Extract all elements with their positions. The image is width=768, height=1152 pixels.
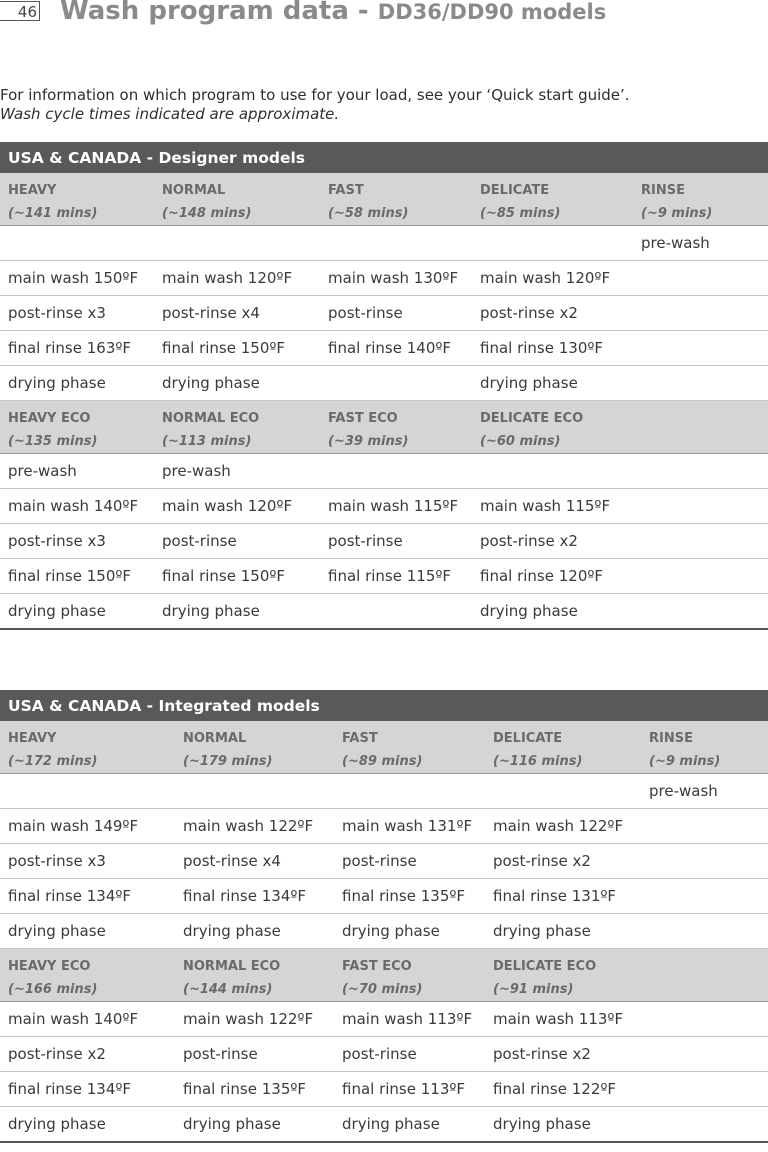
- table-cell: final rinse 135ºF: [183, 1080, 307, 1098]
- title-main: Wash program data -: [60, 0, 378, 26]
- program-duration: (~172 mins): [8, 754, 98, 769]
- program-duration: (~148 mins): [162, 206, 252, 221]
- table-cell: post-rinse: [162, 532, 237, 550]
- program-duration: (~179 mins): [183, 754, 273, 769]
- table-cell: drying phase: [342, 922, 440, 940]
- program-header: [8, 955, 97, 1001]
- program-name: DELICATE ECO: [493, 959, 597, 974]
- program-header-row: [0, 173, 768, 226]
- table-row: [0, 366, 768, 401]
- table-cell: final rinse 134ºF: [8, 887, 132, 905]
- program-header: [649, 727, 720, 773]
- program-header: [8, 407, 97, 453]
- program-header: [8, 179, 97, 225]
- table-cell: drying phase: [183, 922, 281, 940]
- table-row: [0, 261, 768, 296]
- table-cell: main wash 149ºF: [8, 817, 139, 835]
- table-cell: main wash 140ºF: [8, 497, 139, 515]
- program-header: [641, 179, 712, 225]
- program-header: [162, 179, 251, 225]
- table-cell: final rinse 134ºF: [8, 1080, 132, 1098]
- table-row: [0, 879, 768, 914]
- table-cell: final rinse 130ºF: [480, 339, 604, 357]
- table-cell: post-rinse x4: [183, 852, 281, 870]
- program-name: DELICATE ECO: [480, 411, 584, 426]
- program-header: [328, 407, 408, 453]
- program-duration: (~135 mins): [8, 434, 98, 449]
- designer-models-table: [0, 142, 768, 630]
- table-cell: main wash 120ºF: [162, 269, 293, 287]
- program-duration: (~113 mins): [162, 434, 252, 449]
- program-duration: (~9 mins): [649, 754, 721, 769]
- program-duration: (~9 mins): [641, 206, 713, 221]
- program-name: RINSE: [641, 183, 685, 198]
- program-duration: (~141 mins): [8, 206, 98, 221]
- table-cell: main wash 113ºF: [493, 1010, 624, 1028]
- program-name: HEAVY: [8, 183, 57, 198]
- table-cell: main wash 122ºF: [183, 817, 314, 835]
- table-cell: drying phase: [162, 602, 260, 620]
- table-cell: post-rinse x2: [493, 1045, 591, 1063]
- table-cell: main wash 115ºF: [480, 497, 611, 515]
- table-cell: final rinse 115ºF: [328, 567, 452, 585]
- program-name: FAST ECO: [342, 959, 412, 974]
- integrated-models-table: [0, 690, 768, 1143]
- program-name: FAST ECO: [328, 411, 398, 426]
- table-cell: post-rinse x2: [493, 852, 591, 870]
- table-cell: drying phase: [8, 1115, 106, 1133]
- table-cell: main wash 115ºF: [328, 497, 459, 515]
- table-cell: post-rinse x4: [162, 304, 260, 322]
- table-cell: main wash 131ºF: [342, 817, 473, 835]
- program-name: HEAVY ECO: [8, 959, 91, 974]
- section-title: USA & CANADA - Designer models: [0, 142, 768, 173]
- table-cell: drying phase: [342, 1115, 440, 1133]
- table-cell: final rinse 134ºF: [183, 887, 307, 905]
- table-cell: final rinse 163ºF: [8, 339, 132, 357]
- table-row: [0, 1072, 768, 1107]
- table-cell: final rinse 135ºF: [342, 887, 466, 905]
- table-cell: post-rinse: [342, 852, 417, 870]
- table-row: [0, 489, 768, 524]
- table-cell: main wash 130ºF: [328, 269, 459, 287]
- program-duration: (~58 mins): [328, 206, 409, 221]
- program-name: NORMAL ECO: [162, 411, 260, 426]
- program-duration: (~89 mins): [342, 754, 423, 769]
- table-cell: pre-wash: [8, 462, 77, 480]
- program-header-row: [0, 721, 768, 774]
- program-name: DELICATE: [493, 731, 563, 746]
- table-cell: main wash 113ºF: [342, 1010, 473, 1028]
- program-header: [493, 727, 582, 773]
- table-cell: drying phase: [8, 374, 106, 392]
- program-duration: (~166 mins): [8, 982, 98, 997]
- table-cell: pre-wash: [162, 462, 231, 480]
- table-row: [0, 226, 768, 261]
- table-row: [0, 1002, 768, 1037]
- table-cell: main wash 140ºF: [8, 1010, 139, 1028]
- program-duration: (~91 mins): [493, 982, 574, 997]
- table-cell: post-rinse x3: [8, 304, 106, 322]
- intro-line-2: Wash cycle times indicated are approximate.: [0, 105, 340, 123]
- table-cell: drying phase: [162, 374, 260, 392]
- section-title: USA & CANADA - Integrated models: [0, 690, 768, 721]
- program-duration: (~85 mins): [480, 206, 561, 221]
- table-cell: main wash 122ºF: [493, 817, 624, 835]
- table-cell: drying phase: [493, 1115, 591, 1133]
- table-cell: post-rinse: [328, 304, 403, 322]
- table-row: [0, 524, 768, 559]
- table-row: [0, 296, 768, 331]
- table-cell: final rinse 140ºF: [328, 339, 452, 357]
- program-header: [8, 727, 97, 773]
- program-name: FAST: [328, 183, 364, 198]
- table-cell: final rinse 120ºF: [480, 567, 604, 585]
- program-duration: (~39 mins): [328, 434, 409, 449]
- table-cell: drying phase: [480, 374, 578, 392]
- table-cell: post-rinse x2: [480, 532, 578, 550]
- program-duration: (~60 mins): [480, 434, 561, 449]
- table-cell: post-rinse: [328, 532, 403, 550]
- table-cell: main wash 120ºF: [162, 497, 293, 515]
- table-cell: main wash 150ºF: [8, 269, 139, 287]
- program-header-row: [0, 949, 768, 1002]
- table-row: [0, 809, 768, 844]
- program-name: DELICATE: [480, 183, 550, 198]
- table-row: [0, 1037, 768, 1072]
- table-row: [0, 594, 768, 630]
- table-cell: post-rinse x2: [8, 1045, 106, 1063]
- program-header: [342, 955, 422, 1001]
- table-cell: final rinse 113ºF: [342, 1080, 466, 1098]
- program-name: RINSE: [649, 731, 693, 746]
- title-models: DD36/DD90 models: [377, 0, 607, 24]
- table-cell: drying phase: [8, 602, 106, 620]
- table-cell: post-rinse x3: [8, 532, 106, 550]
- table-cell: post-rinse x2: [480, 304, 578, 322]
- table-cell: drying phase: [493, 922, 591, 940]
- program-header: [183, 955, 280, 1001]
- page-number: 46: [0, 1, 40, 21]
- table-cell: drying phase: [480, 602, 578, 620]
- table-cell: post-rinse x3: [8, 852, 106, 870]
- program-header: [480, 179, 560, 225]
- table-cell: post-rinse: [342, 1045, 417, 1063]
- table-cell: main wash 120ºF: [480, 269, 611, 287]
- table-cell: pre-wash: [641, 234, 710, 252]
- table-row: [0, 1107, 768, 1143]
- program-duration: (~70 mins): [342, 982, 423, 997]
- table-row: [0, 774, 768, 809]
- table-row: [0, 331, 768, 366]
- program-name: NORMAL: [183, 731, 247, 746]
- table-cell: final rinse 150ºF: [162, 567, 286, 585]
- table-row: [0, 454, 768, 489]
- intro-text: [0, 86, 630, 124]
- table-cell: final rinse 122ºF: [493, 1080, 617, 1098]
- program-header: [493, 955, 596, 1001]
- table-cell: pre-wash: [649, 782, 718, 800]
- program-name: HEAVY ECO: [8, 411, 91, 426]
- program-header-row: [0, 401, 768, 454]
- program-header: [183, 727, 272, 773]
- table-cell: final rinse 131ºF: [493, 887, 617, 905]
- program-name: HEAVY: [8, 731, 57, 746]
- program-header: [162, 407, 259, 453]
- table-cell: final rinse 150ºF: [162, 339, 286, 357]
- table-row: [0, 914, 768, 949]
- table-cell: final rinse 150ºF: [8, 567, 132, 585]
- table-cell: drying phase: [183, 1115, 281, 1133]
- table-cell: drying phase: [8, 922, 106, 940]
- intro-line-1: For information on which program to use for your load, see your ‘Quick start guide’.: [0, 86, 630, 104]
- program-header: [480, 407, 583, 453]
- program-name: NORMAL ECO: [183, 959, 281, 974]
- program-name: FAST: [342, 731, 378, 746]
- table-row: [0, 844, 768, 879]
- table-cell: main wash 122ºF: [183, 1010, 314, 1028]
- table-cell: post-rinse: [183, 1045, 258, 1063]
- page-title: [60, 0, 606, 26]
- program-duration: (~116 mins): [493, 754, 583, 769]
- program-name: NORMAL: [162, 183, 226, 198]
- program-duration: (~144 mins): [183, 982, 273, 997]
- program-header: [342, 727, 422, 773]
- table-row: [0, 559, 768, 594]
- program-header: [328, 179, 408, 225]
- page-header: [0, 0, 768, 30]
